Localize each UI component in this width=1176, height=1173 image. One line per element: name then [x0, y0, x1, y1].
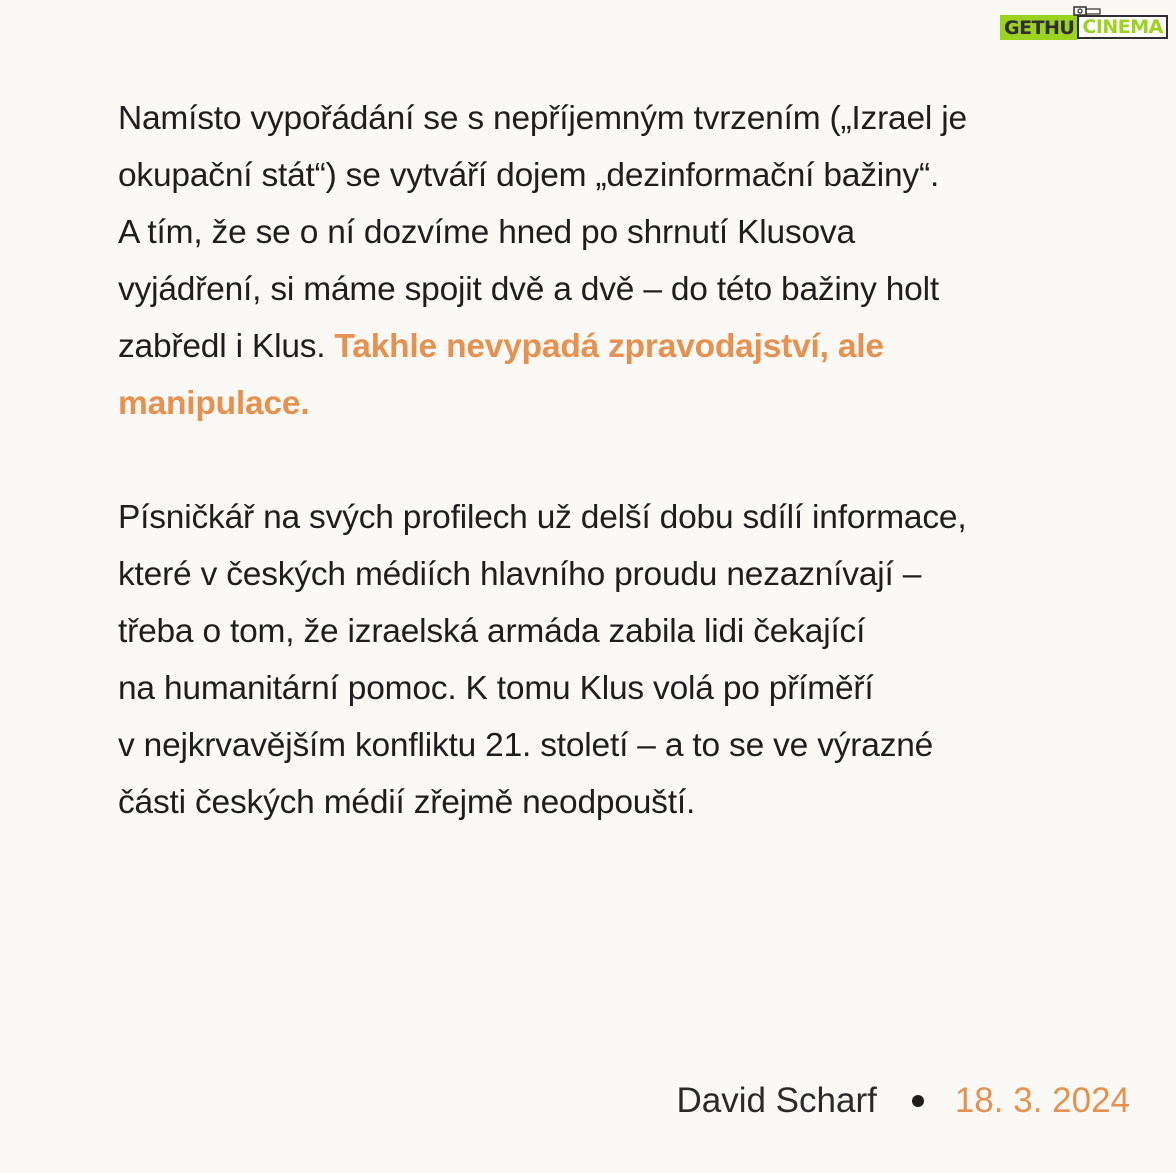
highlight-text-end: manipulace. [118, 385, 310, 422]
watermark-logo [1000, 4, 1173, 44]
watermark-cinema: CINEMA [1077, 15, 1168, 39]
author-name: David Scharf [676, 1081, 877, 1120]
paragraph-2 [118, 489, 1108, 831]
paragraph-1-line-5-plain: zabředl i Klus. [118, 328, 335, 365]
paragraph-1-line-2: okupační stát“) se vytváří dojem „dezinformační bažiny“. [118, 157, 940, 194]
separator-dot [912, 1095, 924, 1107]
paragraph-1-line-4: vyjádření, si máme spojit dvě a dvě – do této bažiny holt [118, 271, 939, 308]
paragraph-2-line-2: které v českých médiích hlavního proudu nezaznívají – [118, 556, 922, 593]
paragraph-1-line-5 [118, 318, 1108, 375]
paragraph-1 [118, 90, 1108, 432]
paragraph-2-line-3: třeba o tom, že izraelská armáda zabila lidi čekající [118, 613, 866, 650]
byline [676, 1072, 1130, 1129]
watermark-text [1000, 13, 1168, 41]
highlight-text: Takhle nevypadá zpravodajství, ale [334, 328, 884, 365]
article-body [118, 90, 1108, 831]
paragraph-2-line-1: Písničkář na svých profilech už delší dobu sdílí informace, [118, 499, 967, 536]
paragraph-1-line-1: Namísto vypořádání se s nepříjemným tvrzením („Izrael je [118, 100, 967, 137]
paragraph-2-line-6: části českých médií zřejmě neodpouští. [118, 784, 696, 821]
publish-date: 18. 3. 2024 [954, 1081, 1130, 1120]
camera-icon [1072, 4, 1102, 16]
paragraph-2-line-5: v nejkrvavějším konfliktu 21. století – a to se ve výrazné [118, 727, 934, 764]
paragraph-2-line-4: na humanitární pomoc. K tomu Klus volá po příměří [118, 670, 874, 707]
paragraph-1-line-3: A tím, že se o ní dozvíme hned po shrnutí Klusova [118, 214, 855, 251]
watermark-gethu: GETHU [1000, 15, 1077, 40]
